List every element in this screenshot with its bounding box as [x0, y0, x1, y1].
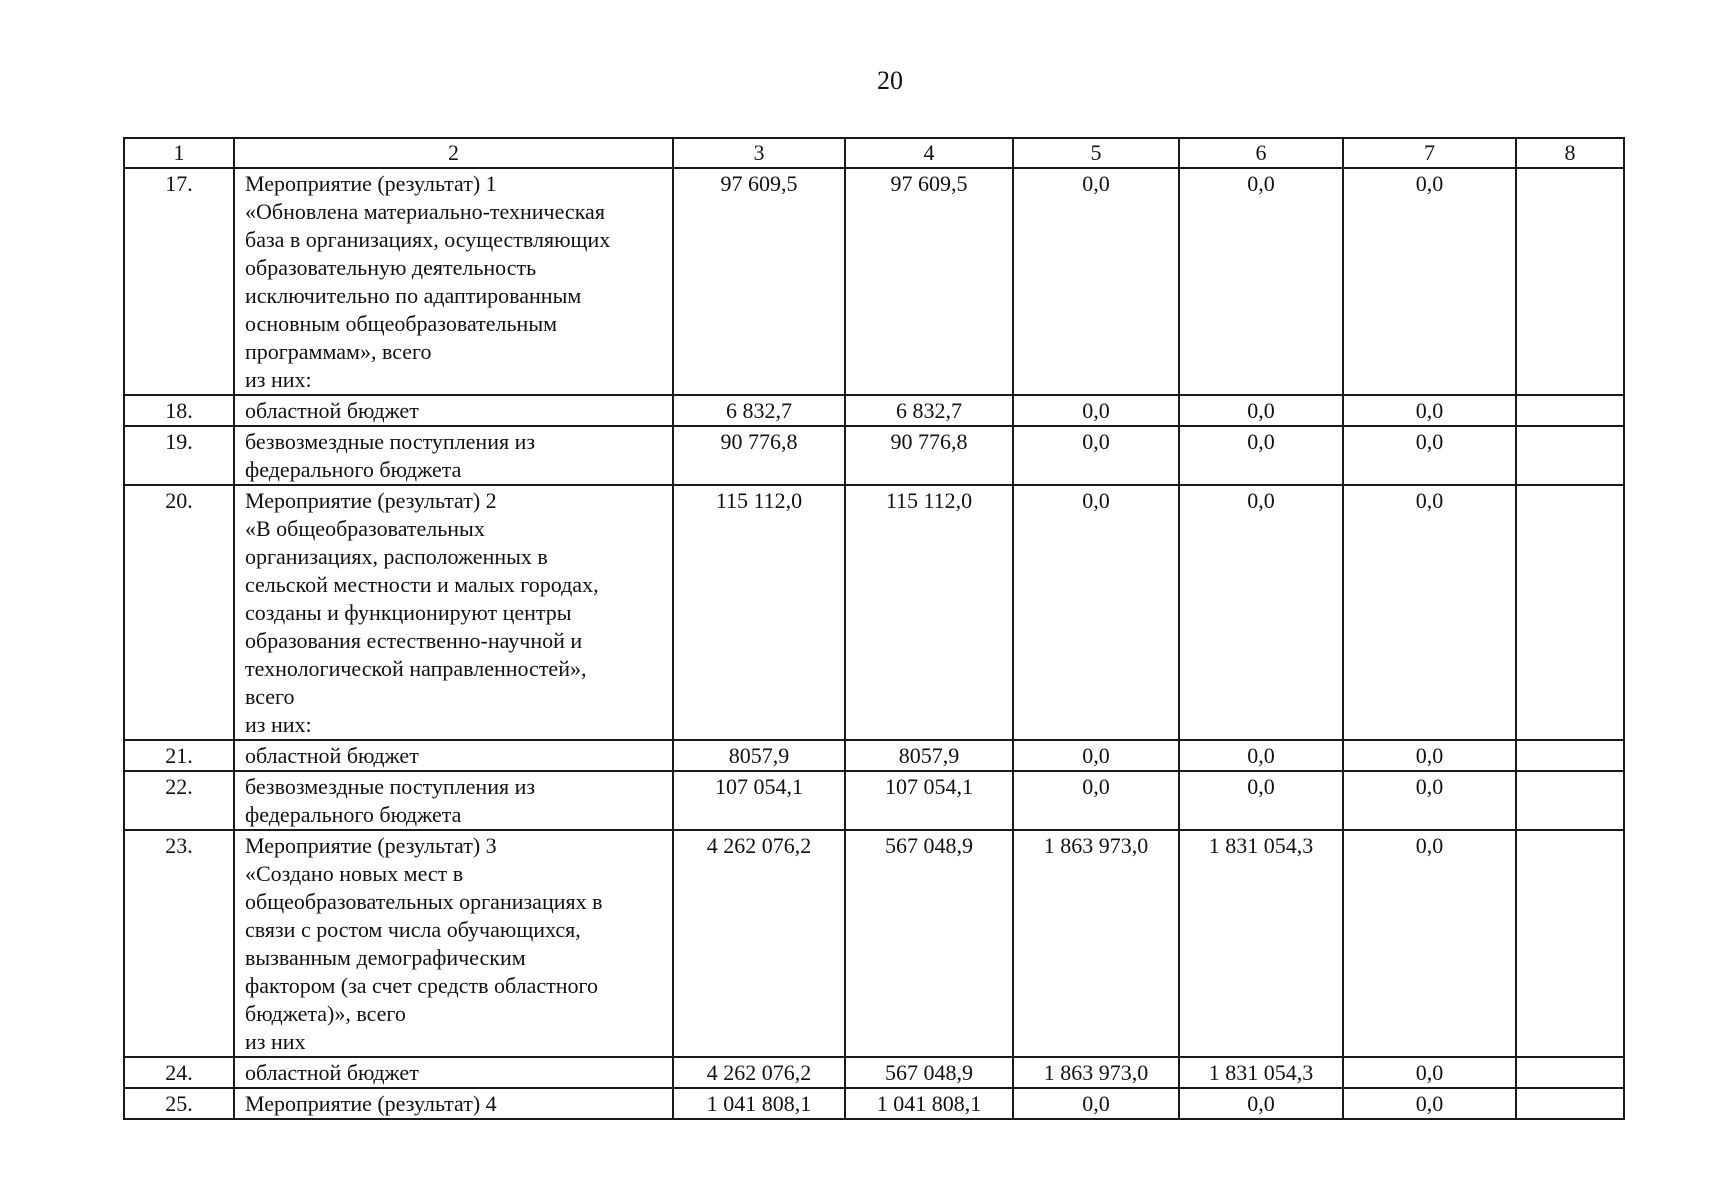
cell-col-3: 115 112,0	[673, 485, 845, 740]
table-row	[124, 395, 1624, 426]
cell-col-4: 115 112,0	[845, 485, 1013, 740]
cell-col-5: 1 863 973,0	[1013, 1057, 1179, 1088]
table-header-row	[124, 138, 1624, 168]
cell-col-7: 0,0	[1343, 771, 1516, 830]
row-description: областной бюджет	[234, 1057, 673, 1088]
row-number: 19.	[124, 426, 234, 485]
cell-col-8	[1516, 1088, 1624, 1119]
column-header: 8	[1516, 138, 1624, 168]
row-description: областной бюджет	[234, 395, 673, 426]
cell-col-3: 97 609,5	[673, 168, 845, 395]
row-description: Мероприятие (результат) 2 «В общеобразовательных организациях, расположенных в сельской местности и малых городах, созданы и функционируют центры образования естественно-научной и технологической направленностей», всего из них:	[234, 485, 673, 740]
row-description: Мероприятие (результат) 1 «Обновлена материально-техническая база в организациях, осуществляющих образовательную деятельность исключительно по адаптированным основным общеобразовательным программам», всего из них:	[234, 168, 673, 395]
row-number: 25.	[124, 1088, 234, 1119]
cell-col-4: 107 054,1	[845, 771, 1013, 830]
row-number: 24.	[124, 1057, 234, 1088]
table-row	[124, 1057, 1624, 1088]
cell-col-6: 1 831 054,3	[1179, 830, 1343, 1057]
budget-table	[123, 137, 1625, 1120]
cell-col-6: 0,0	[1179, 168, 1343, 395]
row-description: Мероприятие (результат) 3 «Создано новых мест в общеобразовательных организациях в связи с ростом числа обучающихся, вызванным демографическим фактором (за счет средств областного бюджета)», всего из них	[234, 830, 673, 1057]
cell-col-3: 8057,9	[673, 740, 845, 771]
cell-col-3: 6 832,7	[673, 395, 845, 426]
row-description: областной бюджет	[234, 740, 673, 771]
cell-col-4: 90 776,8	[845, 426, 1013, 485]
cell-col-3: 1 041 808,1	[673, 1088, 845, 1119]
cell-col-7: 0,0	[1343, 1088, 1516, 1119]
cell-col-6: 0,0	[1179, 426, 1343, 485]
row-description: безвозмездные поступления из федерального бюджета	[234, 426, 673, 485]
column-header: 7	[1343, 138, 1516, 168]
table-row	[124, 168, 1624, 395]
cell-col-3: 107 054,1	[673, 771, 845, 830]
cell-col-6: 1 831 054,3	[1179, 1057, 1343, 1088]
row-number: 17.	[124, 168, 234, 395]
cell-col-7: 0,0	[1343, 830, 1516, 1057]
table-row	[124, 830, 1624, 1057]
table-row	[124, 485, 1624, 740]
cell-col-5: 0,0	[1013, 1088, 1179, 1119]
page-number: 20	[877, 66, 903, 95]
cell-col-6: 0,0	[1179, 395, 1343, 426]
row-number: 23.	[124, 830, 234, 1057]
cell-col-3: 4 262 076,2	[673, 830, 845, 1057]
cell-col-4: 97 609,5	[845, 168, 1013, 395]
cell-col-4: 1 041 808,1	[845, 1088, 1013, 1119]
row-number: 22.	[124, 771, 234, 830]
column-header: 3	[673, 138, 845, 168]
cell-col-4: 6 832,7	[845, 395, 1013, 426]
cell-col-5: 0,0	[1013, 168, 1179, 395]
table-row	[124, 771, 1624, 830]
cell-col-7: 0,0	[1343, 740, 1516, 771]
cell-col-7: 0,0	[1343, 395, 1516, 426]
cell-col-6: 0,0	[1179, 771, 1343, 830]
cell-col-4: 8057,9	[845, 740, 1013, 771]
cell-col-8	[1516, 771, 1624, 830]
cell-col-8	[1516, 426, 1624, 485]
cell-col-6: 0,0	[1179, 485, 1343, 740]
row-number: 20.	[124, 485, 234, 740]
row-number: 21.	[124, 740, 234, 771]
row-number: 18.	[124, 395, 234, 426]
cell-col-5: 0,0	[1013, 740, 1179, 771]
cell-col-3: 90 776,8	[673, 426, 845, 485]
row-description: Мероприятие (результат) 4	[234, 1088, 673, 1119]
column-header: 5	[1013, 138, 1179, 168]
table-row	[124, 426, 1624, 485]
cell-col-5: 1 863 973,0	[1013, 830, 1179, 1057]
cell-col-7: 0,0	[1343, 1057, 1516, 1088]
column-header: 2	[234, 138, 673, 168]
column-header: 6	[1179, 138, 1343, 168]
cell-col-8	[1516, 830, 1624, 1057]
cell-col-5: 0,0	[1013, 426, 1179, 485]
cell-col-3: 4 262 076,2	[673, 1057, 845, 1088]
cell-col-8	[1516, 395, 1624, 426]
cell-col-4: 567 048,9	[845, 1057, 1013, 1088]
cell-col-6: 0,0	[1179, 1088, 1343, 1119]
table-row	[124, 1088, 1624, 1119]
table-row	[124, 740, 1624, 771]
cell-col-6: 0,0	[1179, 740, 1343, 771]
cell-col-8	[1516, 1057, 1624, 1088]
column-header: 4	[845, 138, 1013, 168]
row-description: безвозмездные поступления из федерального бюджета	[234, 771, 673, 830]
cell-col-5: 0,0	[1013, 771, 1179, 830]
cell-col-5: 0,0	[1013, 395, 1179, 426]
cell-col-7: 0,0	[1343, 485, 1516, 740]
cell-col-8	[1516, 485, 1624, 740]
cell-col-8	[1516, 740, 1624, 771]
cell-col-8	[1516, 168, 1624, 395]
cell-col-7: 0,0	[1343, 168, 1516, 395]
cell-col-4: 567 048,9	[845, 830, 1013, 1057]
column-header: 1	[124, 138, 234, 168]
cell-col-7: 0,0	[1343, 426, 1516, 485]
cell-col-5: 0,0	[1013, 485, 1179, 740]
